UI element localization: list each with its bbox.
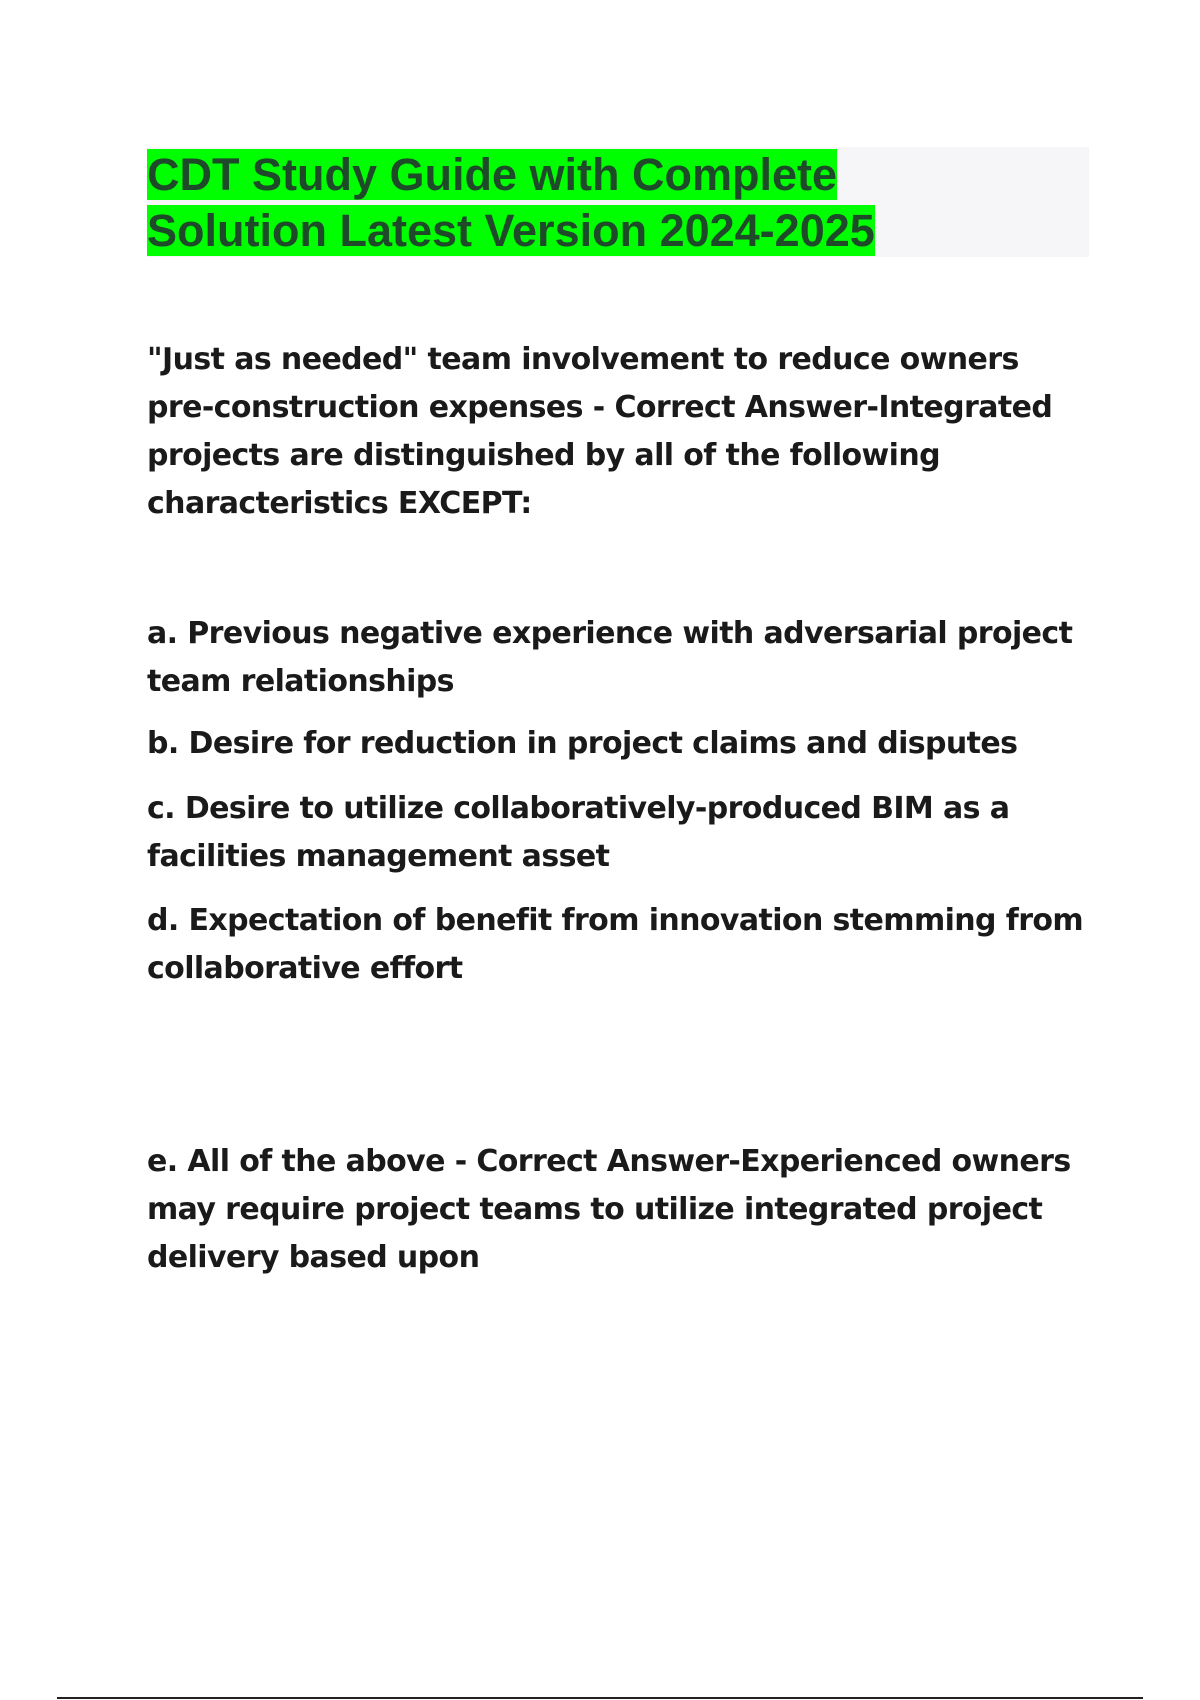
option-b: b. Desire for reduction in project claims and disputes: [147, 726, 1018, 761]
option-c: c. Desire to utilize collaboratively-produced BIM as a facilities management asset: [147, 791, 1010, 874]
footer-divider: [57, 1697, 1143, 1699]
option-d: d. Expectation of benefit from innovation stemming from collaborative effort: [147, 903, 1084, 986]
title-line-2: Solution Latest Version 2024-2025: [147, 205, 875, 256]
option-e: e. All of the above - Correct Answer-Experienced owners may require project teams to utilize integrated project delivery based upon: [147, 1144, 1071, 1275]
option-a: a. Previous negative experience with adversarial project team relationships: [147, 616, 1073, 699]
document-title: [147, 147, 1087, 259]
question-text: "Just as needed" team involvement to reduce owners pre-construction expenses - Correct Answer-Integrated projects are distinguished by all of the following characteristics EXCEPT:: [147, 342, 1053, 521]
title-line-1: CDT Study Guide with Complete: [147, 149, 838, 200]
